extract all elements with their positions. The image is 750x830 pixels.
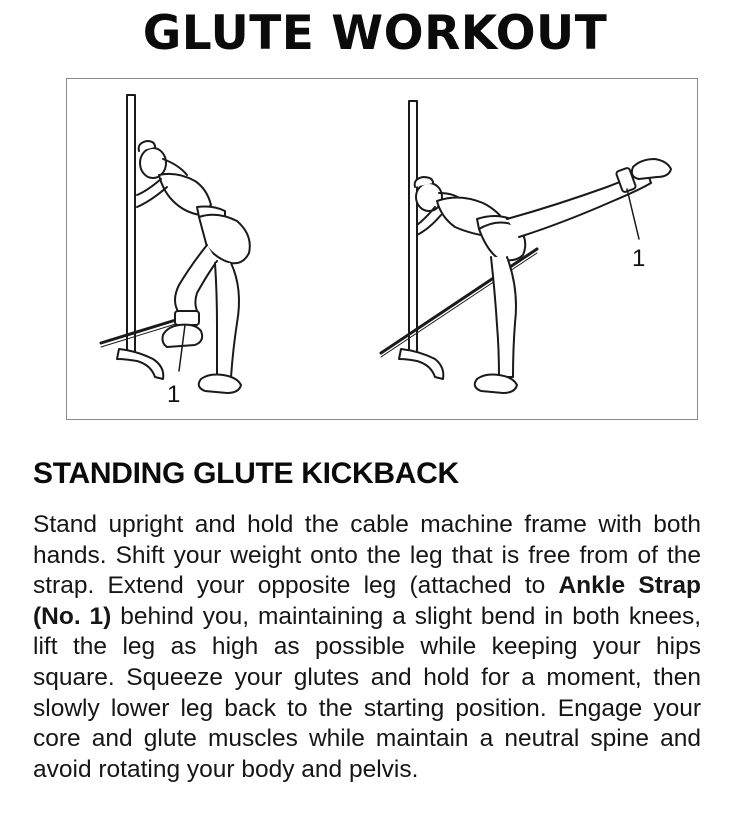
- right-figure: [381, 101, 671, 393]
- description-rest: behind you, maintaining a slight bend in both knees, lift the leg as high as possible while keeping your hips square. Squeeze your glutes and hold for a moment, then slowly lower leg back to the starting position. Engage your core and glute muscles while maintain a neutral spine and avoid rotating your body and pelvis.: [33, 602, 702, 783]
- exercise-heading: STANDING GLUTE KICKBACK: [33, 457, 459, 490]
- exercise-illustration: [66, 78, 698, 420]
- exercise-description: [33, 510, 701, 785]
- left-figure-label: 1: [167, 381, 181, 408]
- description-bold-strap: Ankle Strap (No. 1): [33, 572, 702, 630]
- right-figure-label: 1: [632, 245, 646, 272]
- description-intro: Stand upright and hold the cable machine frame with both hands. Shift your weight onto the leg that is free from of the strap. Extend your opposite leg (attached to: [33, 511, 701, 600]
- illustration-drawing: [67, 79, 699, 421]
- page-title: GLUTE WORKOUT: [142, 6, 608, 61]
- left-figure: [101, 95, 250, 393]
